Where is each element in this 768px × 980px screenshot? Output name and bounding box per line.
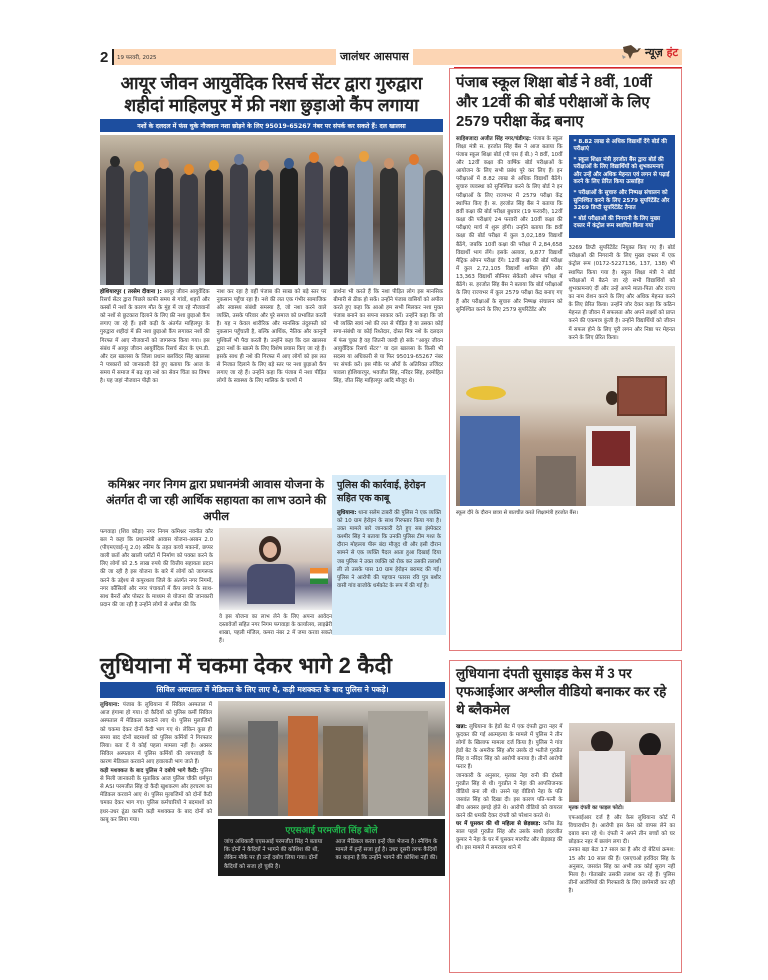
dateline: साहिबजादा अजीत सिंह नगर/चंडीगढ़: bbox=[456, 135, 532, 142]
dateline: लुधियाना: bbox=[100, 702, 120, 708]
body-column: वे इस योजना का लाभ लेने के लिए अपना आवेदन दस्तावेजों सहित नगर निगम फगवाड़ा के कार्यालय, लाइब्रेरी शाखा, पहली मंजिल, कमरा नंबर 2 में जमा करवा सकते हैं। bbox=[219, 614, 332, 645]
masthead-band bbox=[112, 45, 682, 65]
masthead bbox=[100, 45, 682, 66]
body-column: उनका बड़ा बेटा 17 साल का है और दो बेटियां क्रमश: 15 और 10 साल की हैं। एसएचओ हरविंदर सिंह के अनुसार, जसवंत सिंह का अभी तक कोई सुराग नहीं मिला है। गोताखोर उसकी तलाश कर रहे हैं। पुलिस तीनों आरोपियों की गिरफ्तारी के लिए छापेमारी कर रही है। bbox=[568, 847, 675, 894]
quote-box bbox=[218, 819, 445, 876]
body-column: नाश कर रहा है वहीं पंजाब की साख को बड़े स्तर पर नुकसान पहुँचा रहा है। नशे की लत एक गंभीर सामाजिक और स्वास्थ्य संबंधी समस्या है, जो नशा करने वाले व्यक्ति, उसके परिवार और पूरे समाज को प्रभावित करती है। यह न केवल शारीरिक और मानसिक तंदुरुस्ती को नुकसान पहुँचाती है, बल्कि आर्थिक, नैतिक और कानूनी मुश्किलें भी पैदा करती है। उन्होंने कहा कि दल खालसा द्वारा नशों के खात्मे के लिए विशेष प्रयास किए जा रहे हैं। इसके साथ ही नशे की गिरफ्त में आए लोगों को इस लत से निजात दिलाने के लिए बड़े स्तर पर नशा छुड़ाओ कैंप लगाए जा रहे हैं। उन्होंने कहा कि पंजाब में नशा पीड़ित लोगों के स्वास्थ्य के लिए मालिक के चरणों में bbox=[216, 289, 327, 385]
body-column: लुधियाना: पंजाब के लुधियाना में सिविल अस्पताल में आज हंगामा हो गया। दो कैदियों को पुलिस कर्मी सिविल अस्पताल में मेडिकल करवाने लाए थे। पुलिस मुलाजिमों को चकमा देकर दोनों कैदी भाग गए थे। लेकिन कुछ ही समय बाद दोनों बदमाशों को पुलिस कर्मियों ने गिरफ्तार लिया। बता दें ये कोई पहला मामला नहीं है। अक्सर सिविल अस्पताल में पुलिस कर्मियों की लापरवाही के कारण मेडिकल करवाने आए हवालाती भाग जाते हैं। कड़ी मशक्कत के बाद पुलिस ने दबोचे भागे कैदी: पुलिस से मिली जानकारी के मुताबिक आज पुलिस चौकी धर्मपुरा से ASI परमजीत सिंह दो कैदी खुशकरण और हरचरण का मेडिकल करवाने आए थे। पुलिस मुलाजिमों को दोनों कैदी चमका देकर भाग गए। पुलिस कर्मचारियों ने बदमाशों को इधर-उधर ढूंढा काफी कड़ी मशक्कत के बाद दोनों को काबू कर लिया गया। bbox=[100, 702, 213, 823]
article-heroin-arrest bbox=[332, 475, 446, 635]
logo-text: न्यूज़ हंट bbox=[644, 45, 678, 59]
strapline: सिविल अस्पताल में मेडिकल के लिए लाए थे, कड़ी मशक्कत के बाद पुलिस ने पकड़े। bbox=[100, 682, 445, 698]
article-ayur-jeevan-camp bbox=[100, 72, 443, 385]
article-body bbox=[100, 288, 443, 385]
headline: आयूर जीवन आयुर्वेदिक रिसर्च सेंटर द्वारा गुरुद्वारा शहीदां माहिलपुर में फ्री नशा छुड़ाओ कैंप लगाया bbox=[120, 73, 423, 115]
headline: लुधियाना में चकमा देकर भागे 2 कैदी bbox=[100, 653, 393, 678]
highlight-item: * स्कूल शिक्षा मंत्री हरजोत बैंस द्वारा बोर्ड की परीक्षाओं के लिए विद्यार्थियों को शुभकामनाएं और उन्हें और अधिक मेहनत एवं लगन से पढ़ाई करने के लिए प्रेरित किया उत्साहित bbox=[573, 156, 670, 186]
article-pm-awas-yojana bbox=[100, 477, 332, 645]
group-photo bbox=[100, 135, 443, 285]
quote-text: आज मेडिकल करवा इन्हें जेल भेजना है। स्नैचिंग के मामले में इन्हें सजा हुई है। उधर दूसरी तरफ कैदियों का कहना है कि उन्होंने भागने की कोशिश नहीं की। bbox=[335, 839, 438, 862]
body-column: 3269 डिप्टी सुपरिंटेंडेंट नियुक्त किए गए हैं। बोर्ड परीक्षाओं की निगरानी के लिए मुख्य दफ्तर में एक कंट्रोल रूम (0172-5227136, 137, 138) भी स्थापित किया गया है। स्कूल शिक्षा मंत्री ने बोर्ड परीक्षाओं में बैठने जा रहे सभी विद्यार्थियों को शुभकामनाएं दीं और उन्हें अपने माता-पिता और राज्य का नाम रोशन करने के लिए और अधिक मेहनत करने के लिए प्रेरित किया। उन्होंने जोर देकर कहा कि कठिन मेहनत ही जीवन में सफलता और अपने लक्ष्यों को प्राप्त करने की एकमात्र कुंजी है। उन्होंने विद्यार्थियों को जीवन में सफल होने के लिए पूरी लगन और निष्ठा पर मेहनत करने के लिए प्रेरित किया। bbox=[568, 245, 675, 341]
headline: कमिश्नर नगर निगम द्वारा प्रधानमंत्री आवास योजना के अंतर्गत दी जा रही आर्थिक सहायता का लाभ उठाने की अपील bbox=[105, 479, 327, 523]
hospital-photo bbox=[218, 701, 445, 816]
quote-text: जांच अधिकारी एएसआई परमजीत सिंह ने बताया कि दोनों ने कैदियों ने भागने की कोशिश की थी, लेकिन मौके पर ही उन्हें दबोच लिया गया। दोनों कैदियों को सजा हो चुकी है। bbox=[224, 839, 323, 870]
article-couple-suicide-case bbox=[449, 660, 682, 973]
body-column: एफआईआर दर्ज है और केस लुधियाना कोर्ट में विचाराधीन है। आरोपी इस केस को वापस लेने का दबाव बना रहे थे। दंपती ने अपने तीन बच्चों को घर छोड़कर नहर में छलांग लगा दी। bbox=[568, 815, 675, 846]
section-title: जालंधर आसपास bbox=[336, 48, 413, 66]
eagle-icon bbox=[621, 43, 643, 61]
issue-date: 19 फरवरी, 2025 bbox=[117, 55, 157, 61]
highlights-box bbox=[569, 135, 676, 239]
body-column: होशियारपुर ( तरसेम दीवाना ): आयूर जीवन आयुर्वेदिक रिसर्च सेंटर द्वारा पिछले काफी समय से गांवों, शहरों और कस्बों में नशों के कारण मौत के मुंह में जा रहे नौजवानों को नशों से छुटकारा दिलाने के लिए फ्री नशा छुड़ाओ कैंप लगाए जा रहे हैं। इसी कड़ी के अंतर्गत माहिलपुर के गुरुद्वारा शहीदां में फ्री नशा छुड़ाओ कैंप लगाकर नशों की गिरफ्त में आए नौजवानों को जागरूक किया गया। इस संबंध में आयूर जीवन आयुर्वेदिक रिसर्च सेंटर के एम.डी. और दल खालसा के जिला प्रधान बलविंदर सिंह खालसा ने पत्रकारों को जानकारी देते हुए बताया कि आज के समय में समाज में बढ़ रहा नशे का सेवन चिंता का विषय है। यह जहां नौजवान पीढ़ी का bbox=[100, 289, 210, 385]
article-pseb-exam-centres bbox=[449, 68, 682, 651]
photo-caption: स्कूल दौरे के दौरान छात्रा से बातचीत करते शिक्षामंत्री हरजोत बैंस। bbox=[456, 509, 578, 516]
body-column: फगवाड़ा (शिव कौड़ा) नगर निगम कमिश्नर नवनीत कौर बल ने कहा कि प्रधानमंत्री आवास योजना-अरबन 2.0 (पीएमएवाई-यू 2.0) स्कीम के तहत कच्चे मकानों, छप्पर वाली छतों और खाली प्लॉटों में निर्माण को पक्का करने के लिए लोगों को 2.5 लाख रुपये की वित्तीय सहायता प्रदान की जा रही है इस योजना के बारे में लोगों को जागरूक करने के उद्देश्य से कपूरथला जिले के अंतर्गत नगर निगमों, नगर कौंसिलों और नगर पंचायतों में कैंप लगाने के साथ-साथ बैनरों और पोस्टर के माध्यम से योजना की जानकारी प्रदान की जा रही है उन्होंने लोगों से अपील की कि bbox=[100, 529, 213, 608]
classroom-photo bbox=[456, 346, 675, 506]
body-column: प्रार्थना भी करते हैं कि नशा पीड़ित लोग इस मानसिक बीमारी से ठीक हो सकें। उन्होंने पंजाब वासियों को अपील करते हुए कहा कि आओ हम सभी मिलकर नशा मुक्त पंजाब बनाने का सपना साकार करें। उन्होंने कहा कि जो भी व्यक्ति स्वयं नशे की लत से पीड़ित है या उसका कोई सगा-संबंधी या कोई रिश्तेदार, दोस्त मित्र नशे के दलदल में फंस चुका है वह जितनी जल्दी हो सके ''आयूर जीवन आयुर्वेदिक रिसर्च सेंटर'' या दल खालसा के किसी भी सदस्य या अधिकारी से या फिर 95019-65267 नंबर पर संपर्क करें। इस मौके पर औरों के अतिरिक्त तजिंदर पावला होशियारपुर, भवजीत सिंह, नरिंदर सिंह, हरमोहित सिंह, जीत सिंह माहिलपुर आदि मौजूद थे। bbox=[333, 289, 444, 385]
page-number: 2 bbox=[100, 48, 109, 66]
dateline: होशियारपुर ( तरसेम दीवाना ): bbox=[100, 289, 162, 295]
article-prisoners-escape bbox=[100, 652, 445, 876]
dateline: खन्ना: bbox=[456, 724, 468, 730]
body-column: खन्ना: लुधियाना के हेडों बेट में एक दंपती द्वारा नहर में कूदकर की गई आत्महत्या के मामले में पुलिस ने तीन लोगों के खिलाफ मामला दर्ज किया है। पुलिस ने गांव हेडों बेट के अमरीक सिंह और उसके दो भतीजे गुरप्रीत सिंह व नरिंदर सिंह को आरोपी बनाया है। तीनों आरोपी फरार हैं। जानकारी के अनुसार, मृतका नेहा रानी की दोस्ती गुरप्रीत सिंह से थी। गुरप्रीत ने नेहा की आपत्तिजनक वीडियो बना ली थी। उसने यह वीडियो नेहा के पति जसवंत सिंह को दिखा दी। इस कारण पति-पत्नी के बीच अक्सर झगड़े होते थे। आरोपी वीडियो को वायरल करने की धमकी देकर दंपती को परेशान करते थे। घर में घुसकर की थी महिला से छेड़छाड़: करीब डेढ़ साल पहले गुरप्रीत सिंह और उसके साथी इंदरजीत कुमार ने नेहा के घर में घुसकर मारपीट और छेड़छाड़ की थी। इस मामले में समराला थाने में bbox=[456, 724, 563, 852]
headline: पुलिस की कार्रवाई, हेरोइन सहित एक काबू bbox=[337, 480, 426, 504]
headline: पंजाब स्कूल शिक्षा बोर्ड ने 8वीं, 10वीं और 12वीं की बोर्ड परीक्षाओं के लिए 2579 परीक्षा केंद्र बनाए bbox=[456, 74, 652, 130]
body-column: लुधियाना: थाना सलेम टाबरी की पुलिस ने एक व्यक्ति को 10 ग्राम हेरोइन के साथ गिरफ्तार किया गया है। उक्त मामले बारे जानकारी देते हुए सब इंस्पेक्टर कश्मीर सिंह ने बताया कि उनकी पुलिस टीम गश्त के दौरान मोहल्ला पीरू बंदा मौजूद थी और इसी दौरान सामने से एक व्यक्ति पैदल आता हुआ दिखाई दिया जब पुलिस ने उक्त व्यक्ति को रोक कर उसकी तलाशी ली तो उसके पास 10 ग्राम हेरोइन बरामद की गई। पुलिस ने आरोपी की पहचान पतरस रवि पुत्र बशीर वासी गांव बाजोके धर्मकोट के रूप में की गई है। bbox=[337, 510, 441, 589]
highlight-item: * बोर्ड परीक्षाओं की निगरानी के लिए मुख्य दफ्तर में कंट्रोल रूम स्थापित किया गया bbox=[573, 215, 661, 230]
subhead: कड़ी मशक्कत के बाद पुलिस ने दबोचे भागे कैदी: bbox=[100, 767, 199, 774]
dateline: लुधियाना: bbox=[337, 510, 357, 516]
highlight-item: * परीक्षाओं के सुचारु और निष्पक्ष संचालन को सुनिश्चित करने के लिए 2579 सुपरिंटेंडेंट और 3269 डिप्टी सुपरिंटेंडेंट तैनात bbox=[573, 190, 670, 212]
headline: लुधियाना दंपती सुसाइड केस में 3 पर एफआईआर अश्लील वीडियो बनाकर कर रहे थे ब्लैकमेल bbox=[456, 666, 667, 717]
subhead: घर में घुसकर की थी महिला से छेड़छाड़: bbox=[456, 821, 541, 828]
strapline: नशों के दलदल में फंस चुके नौजवान नशा छोड़ने के लिए 95019-65267 नंबर पर संपर्क कर सकते हैं: दल खालसा bbox=[100, 119, 443, 132]
newspaper-logo bbox=[621, 43, 678, 61]
body-column: साहिबजादा अजीत सिंह नगर/चंडीगढ़: पंजाब के स्कूल शिक्षा मंत्री स. हरजोत सिंह बैंस ने आज बताया कि पंजाब स्कूल शिक्षा बोर्ड (पी एस ई बी.) ने 8वीं, 10वीं और 12वीं कक्षा की वार्षिक बोर्ड परीक्षाओं के आयोजन के लिए सभी प्रबंध पूरे कर लिए हैं। इन परीक्षाओं में 8.82 लाख से अधिक विद्यार्थी बैठेंगे। सुचारु व्यवस्था को सुनिश्चित करने के लिए बोर्ड ने इन परीक्षाओं के लिए राज्यभर में 2579 परीक्षा केंद्र स्थापित किए हैं। स. हरजोत सिंह बैंस ने बताया कि 8वीं कक्षा की बोर्ड परीक्षा बुधवार (19 फरवरी), 12वीं कक्षा की परीक्षाएं 24 फरवरी और 10वीं कक्षा की परीक्षाएं मार्च में शुरू होंगी। उन्होंने बताया कि 8वीं कक्षा की बोर्ड परीक्षा में कुल 3,02,189 विद्यार्थी बैठेंगे, जबकि 10वीं कक्षा की परीक्षा में 2,84,658 विद्यार्थी भाग लेंगे। इसके अलावा, 9,877 विद्यार्थी मैट्रिक ओपन परीक्षा देंगे। 12वीं कक्षा की बोर्ड परीक्षा में कुल 2,72,105 विद्यार्थी शामिल होंगे और 13,363 विद्यार्थी सीनियर सेकेंडरी ओपन परीक्षा में बैठेंगे। स. हरजोत सिंह बैंस ने बताया कि बोर्ड परीक्षाओं के लिए राज्यभर में कुल 2579 परीक्षा केंद्र बनाए गए हैं और परीक्षाओं के सुचारु और निष्पक्ष संचालन को सुनिश्चित करने के लिए 2579 सुपरिंटेंडेंट और bbox=[456, 135, 563, 313]
highlight-item: * 8.82 लाख से अधिक विद्यार्थी देंगे बोर्ड की परीक्षाएं bbox=[573, 138, 667, 153]
commissioner-photo bbox=[219, 528, 332, 610]
couple-photo bbox=[569, 723, 676, 802]
photo-caption: मृतक दंपती का फाइल फोटो। bbox=[568, 805, 624, 811]
quote-box-title: एएसआई परमजीत सिंह बोले bbox=[285, 825, 378, 835]
